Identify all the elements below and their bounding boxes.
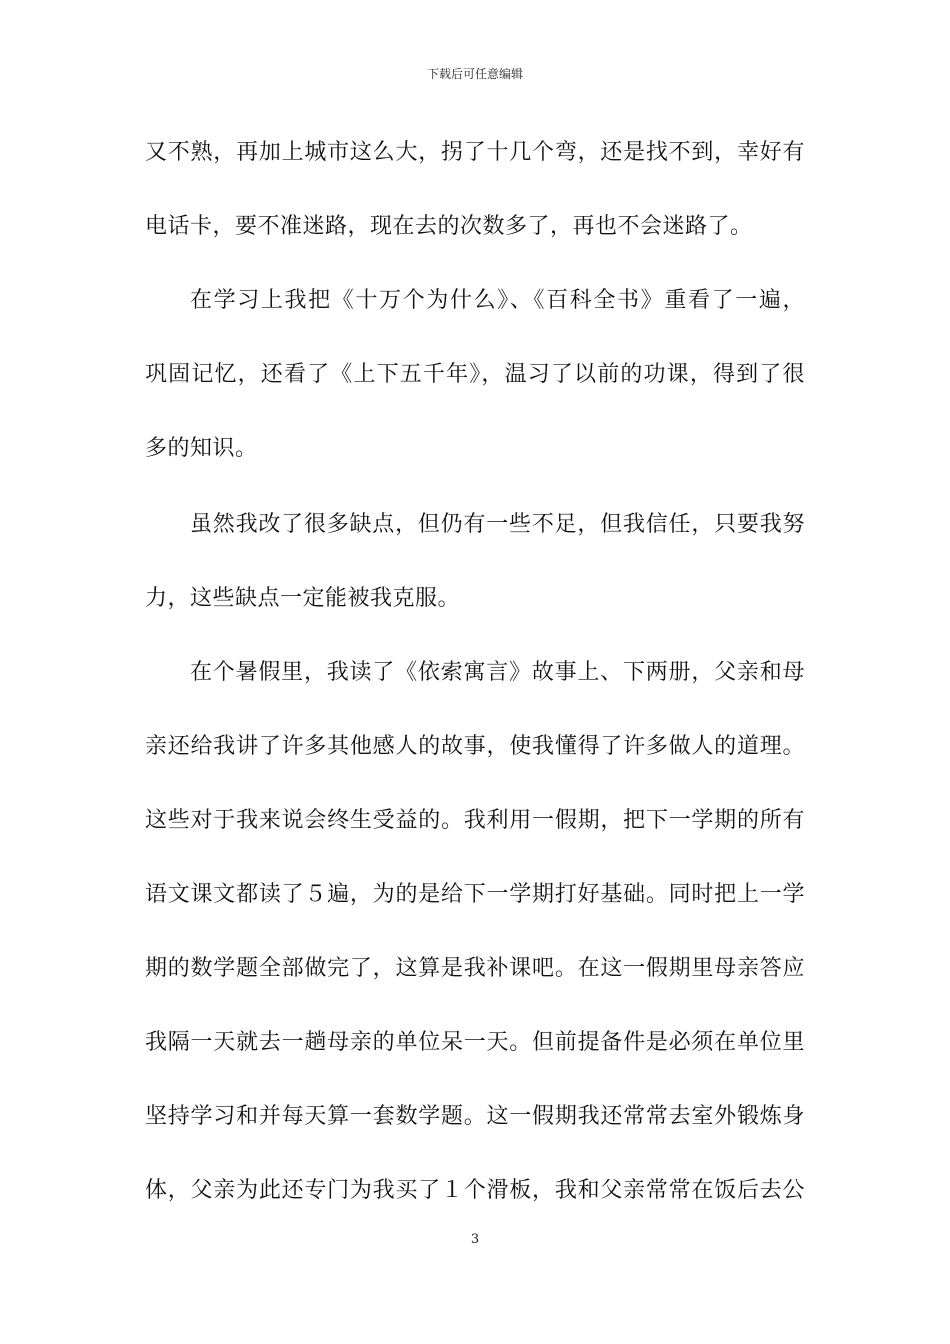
body-line: 语文课文都读了５遍，为的是给下一学期打好基础。同时把上一学 <box>145 882 805 907</box>
body-line: 电话卡，要不准迷路，现在去的次数多了，再也不会迷路了。 <box>145 214 753 239</box>
body-line: 多的知识。 <box>145 436 258 461</box>
body-line: 体，父亲为此还专门为我买了１个滑板，我和父亲常常在饭后去公 <box>145 1178 805 1203</box>
body-line: 亲还给我讲了许多其他感人的故事，使我懂得了许多做人的道理。 <box>145 734 805 759</box>
body-line: 我隔一天就去一趟母亲的单位呆一天。但前提备件是必须在单位里 <box>145 1030 805 1055</box>
body-line: 在学习上我把《十万个为什么》、《百科全书》重看了一遍， <box>190 288 805 313</box>
body-line: 又不熟，再加上城市这么大，拐了十几个弯，还是找不到，幸好有 <box>145 140 805 165</box>
page-number: 3 <box>470 1232 480 1247</box>
page-header: 下载后可任意编辑 <box>426 67 523 81</box>
body-line: 期的数学题全部做完了，这算是我补课吧。在这一假期里母亲答应 <box>145 956 805 981</box>
body-line: 这些对于我来说会终生受益的。我利用一假期，把下一学期的所有 <box>145 808 805 833</box>
body-line: 巩固记忆，还看了《上下五千年》，温习了以前的功课，得到了很 <box>145 362 805 387</box>
body-line: 在个暑假里，我读了《依索寓言》故事上、下两册，父亲和母 <box>190 660 805 685</box>
body-line: 坚持学习和并每天算一套数学题。这一假期我还常常去室外锻炼身 <box>145 1104 805 1129</box>
body-line: 力，这些缺点一定能被我克服。 <box>145 586 461 611</box>
body-line: 虽然我改了很多缺点，但仍有一些不足，但我信任，只要我努 <box>190 512 805 537</box>
